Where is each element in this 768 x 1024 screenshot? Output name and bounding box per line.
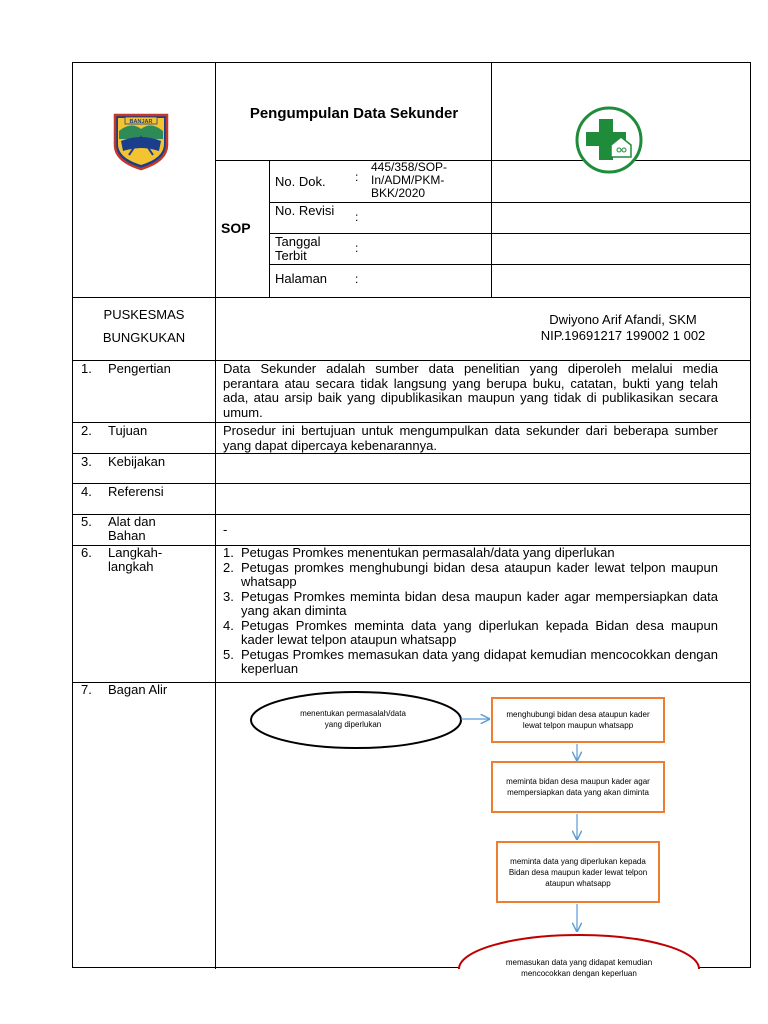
pengertian-text: Data Sekunder adalah sumber data penelitian yang diperoleh melalui media perantara atau secara tidak langsung yang berupa buku, catatan, bukti yang telah ada, atau arsip baik yang dipublikasikan maupun yang tidak di publikasikan secara umum. (223, 361, 718, 420)
signer-nip: NIP.19691217 199002 1 002 (540, 328, 706, 343)
meta-label-tanggal-terbit: Tanggal Terbit (275, 234, 321, 263)
meta-colon: : (355, 210, 359, 224)
list-item: 1. Petugas Promkes menentukan permasalah/data yang diperlukan (223, 545, 615, 560)
section-label: 3. Kebijakan (81, 454, 166, 469)
flow-box-2: meminta bidan desa maupun kader agar mempersiapkan data yang akan diminta (491, 761, 665, 813)
signer-name: Dwiyono Arif Afandi, SKM (549, 312, 697, 327)
flowchart-connectors (73, 63, 751, 969)
section-label: 7. Bagan Alir (81, 682, 168, 697)
section-label: 1. Pengertian (81, 361, 171, 376)
institution-name: PUSKESMAS BUNGKUKAN (102, 307, 186, 345)
meta-label-no-revisi: No. Revisi (275, 203, 335, 218)
flow-box-1: menghubungi bidan desa ataupun kader lewat telpon maupun whatsapp (491, 697, 665, 743)
flow-end-text: memasukan data yang didapat kemudian mencocokkan dengan keperluan (505, 958, 653, 978)
meta-label-halaman: Halaman (275, 271, 328, 286)
list-item: 3. Petugas Promkes meminta bidan desa maupun kader agar mempersiapkan data yang akan diminta (223, 588, 718, 618)
flow-start-text: menentukan permasalah/data yang diperlukan (300, 709, 406, 729)
page-title: Pengumpulan Data Sekunder (249, 105, 459, 122)
list-item: 4. Petugas Promkes meminta data yang diperlukan kepada Bidan desa maupun kader lewat telpon ataupun whatsapp (223, 617, 718, 647)
sop-document (72, 62, 751, 978)
svg-text:BANJAR: BANJAR (129, 119, 153, 125)
alat-bahan-text: - (223, 522, 228, 537)
list-item: 2. Petugas promkes menghubungi bidan desa ataupun kader lewat telpon maupun whatsapp (223, 559, 718, 589)
meta-colon: : (355, 272, 359, 286)
meta-colon: : (355, 241, 359, 255)
section-label: 5. Alat dan Bahan (81, 514, 156, 543)
meta-colon: : (355, 170, 359, 184)
meta-value-no-dok: 445/358/SOP-In/ADM/PKM-BKK/2020 (371, 160, 448, 200)
tujuan-text: Prosedur ini bertujuan untuk mengumpulkan data sekunder dari beberapa sumber yang dapat dipercaya kebenarannya. (223, 423, 718, 453)
section-label: 2. Tujuan (81, 423, 148, 438)
section-label: 6. Langkah-langkah (81, 545, 163, 574)
section-label: 4. Referensi (81, 484, 164, 499)
meta-label-no-dok: No. Dok. (275, 174, 326, 189)
flow-box-3: meminta data yang diperlukan kepada Bidan desa maupun kader lewat telpon ataupun whatsapp (496, 841, 660, 903)
list-item: 5. Petugas Promkes memasukan data yang didapat kemudian mencocokkan dengan keperluan (223, 646, 718, 676)
sop-label: SOP (221, 220, 251, 236)
